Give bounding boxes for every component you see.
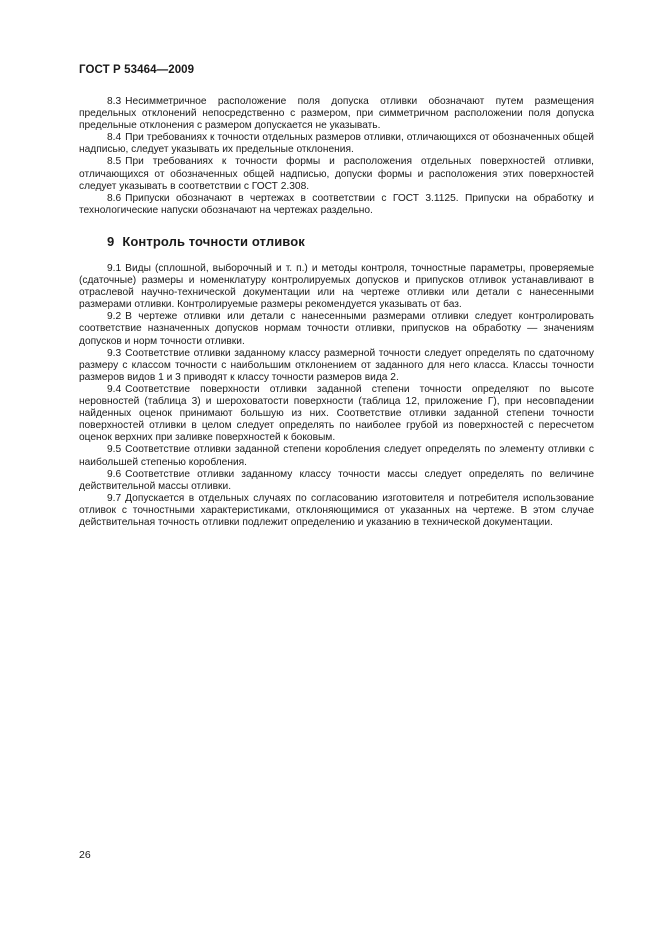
paragraph-text: Припуски обозначают в чертежах в соответствии с ГОСТ 3.1125. Припуски на обработку и технологические напуски обозначают на чертежах раздельно. bbox=[79, 192, 594, 216]
paragraph-number: 9.3 bbox=[107, 347, 122, 359]
paragraph-text: При требованиях к точности формы и расположения отдельных поверхностей отливки, отличающихся от обозначенных общей надписью, допуски формы и расположения этих поверхностей следует указывать в соответствии с ГОСТ 2.308. bbox=[79, 156, 594, 192]
paragraph-number: 8.4 bbox=[107, 132, 122, 144]
paragraph-8-3 bbox=[79, 96, 594, 132]
paragraph-number: 9.2 bbox=[107, 311, 122, 323]
paragraph-9-3 bbox=[79, 348, 594, 384]
paragraph-text: Допускается в отдельных случаях по согласованию изготовителя и потребителя использование отливок с точностными характеристиками, отклоняющимися от указанных на чертеже. В этом случае действительная точность отливки подлежит определению и указанию в технической документации. bbox=[79, 492, 594, 528]
paragraph-text: Виды (сплошной, выборочный и т. п.) и методы контроля, точностные параметры, проверяемые (сдаточные) размеры и номенклатуру контролируемых допусков и припусков отливок устанавливают в отраслевой научно-технической документации или на чертеже отливки или детали с нанесенными размерами отливки. Контролируемые размеры рекомендуется указывать от баз. bbox=[79, 263, 594, 311]
paragraph-number: 8.3 bbox=[107, 96, 122, 107]
paragraph-text: Соответствие поверхности отливки заданной степени точности определяют по высоте неровностей (таблица 3) и шероховатости поверхности (таблица 12, приложение Г), при несовпадении найденных оценок принимают большую из них. Соответствие отливки заданной степени точности поверхностей отливки в целом следует определять по наиболее грубой из поверхностей с пересчетом оценок верхних при заливке поверхностей к боковым. bbox=[79, 383, 594, 444]
paragraph-text: В чертеже отливки или детали с нанесенными размерами отливки следует контролировать соответствие назначенных допусков нормам точности отливки, припусков на обработку — значениям допусков и норм точности отливки. bbox=[79, 311, 594, 347]
paragraph-8-6 bbox=[79, 193, 594, 217]
page-number: 26 bbox=[79, 849, 91, 861]
section-title: Контроль точности отливок bbox=[122, 234, 305, 249]
paragraph-9-7 bbox=[79, 493, 594, 529]
paragraph-9-4 bbox=[79, 384, 594, 444]
paragraph-text: Соответствие отливки заданному классу точности массы следует определять по величине действительной массы отливки. bbox=[79, 468, 594, 492]
section-number: 9 bbox=[107, 234, 115, 249]
section-9-heading bbox=[107, 234, 305, 249]
paragraph-number: 8.5 bbox=[107, 156, 122, 168]
paragraph-8-4 bbox=[79, 132, 594, 156]
paragraph-text: Соответствие отливки заданному классу размерной точности следует определять по сдаточному размеру с классом точности с наибольшим отклонением от заданного для него класса. Классы точности размеров видов 1 и 3 приводят к классу точности размеров вида 2. bbox=[79, 347, 594, 383]
paragraph-9-6 bbox=[79, 469, 594, 493]
paragraph-number: 9.5 bbox=[107, 444, 122, 456]
paragraph-text: При требованиях к точности отдельных размеров отливки, отличающихся от обозначенных общей надписью, следует указывать их предельные отклонения. bbox=[79, 132, 594, 156]
paragraph-9-2 bbox=[79, 311, 594, 347]
paragraph-number: 9.7 bbox=[107, 492, 122, 504]
paragraph-number: 8.6 bbox=[107, 192, 122, 204]
paragraph-number: 9.6 bbox=[107, 468, 122, 480]
paragraph-number: 9.4 bbox=[107, 383, 122, 395]
section-8-paragraphs bbox=[79, 96, 594, 217]
section-9-paragraphs bbox=[79, 263, 594, 529]
paragraph-text: Соответствие отливки заданной степени коробления следует определять по элементу отливки с наибольшей степенью коробления. bbox=[79, 444, 594, 468]
paragraph-number: 9.1 bbox=[107, 263, 122, 274]
paragraph-9-1 bbox=[79, 263, 594, 311]
standard-code-header: ГОСТ Р 53464—2009 bbox=[79, 64, 195, 76]
paragraph-text: Несимметричное расположение поля допуска отливки обозначают путем размещения предельных отклонений непосредственно с размером, при симметричном расположении поля допуска предельные отклонения с размером допускается не указывать. bbox=[79, 96, 594, 132]
paragraph-8-5 bbox=[79, 156, 594, 192]
paragraph-9-5 bbox=[79, 444, 594, 468]
